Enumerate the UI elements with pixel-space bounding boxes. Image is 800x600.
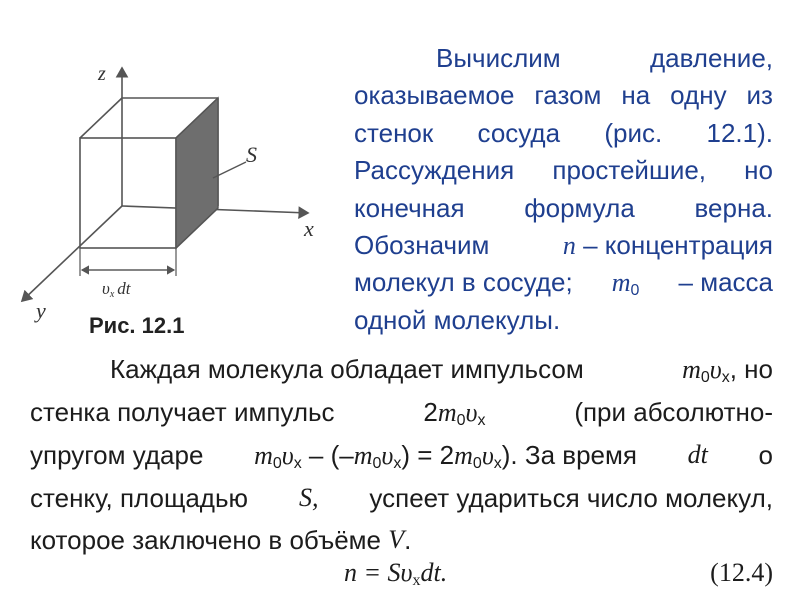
equation-row — [30, 558, 773, 598]
subscript: 0 — [630, 282, 640, 300]
width-label: υx dt — [102, 279, 131, 300]
text: (при абсолютно- — [574, 397, 773, 427]
s-symbol: S, — [298, 483, 319, 512]
body-line-4 — [30, 477, 773, 519]
word: формула — [524, 192, 635, 223]
surface-s-label: S — [246, 142, 257, 167]
axis-y-label: y — [36, 298, 46, 323]
word: на — [621, 80, 651, 111]
word: одну — [670, 80, 727, 111]
para-line-1 — [354, 40, 773, 77]
word: давление, — [649, 43, 773, 73]
text: о — [758, 440, 773, 470]
text: которое заключено в объёме — [30, 525, 381, 555]
body-line-5 — [30, 519, 773, 561]
axis-x-label: x — [304, 216, 314, 241]
axis-z-label: z — [98, 63, 106, 85]
text: – концентрация — [583, 230, 773, 261]
word: стенок — [354, 117, 434, 148]
word: оказываемое — [354, 80, 515, 111]
word: верна. — [694, 192, 773, 223]
para-line-3 — [354, 115, 773, 152]
word: конечная — [354, 192, 465, 223]
figure-12-1 — [8, 58, 338, 338]
text: молекул в сосуде; — [354, 267, 573, 298]
word: Обозначим — [354, 230, 490, 261]
body-line-3: упругом ударе $m_0\upsilon_x - (-m_0\upsilon_x) = 2m_0\upsilon_x$). За время dt о — [30, 434, 773, 477]
para-line-4 — [354, 152, 773, 189]
equation-number: (12.4) — [710, 558, 773, 587]
main-paragraph — [30, 348, 773, 561]
text: одной молекулы. — [354, 304, 561, 335]
n-symbol: n — [562, 231, 576, 261]
text: . — [404, 525, 412, 555]
intro-paragraph — [354, 40, 773, 339]
text: упругом ударе — [30, 440, 204, 470]
word: простейшие, — [552, 155, 707, 186]
para-line-6 — [354, 227, 773, 264]
word: но — [744, 155, 773, 186]
text: успеет удариться число молекул, — [369, 483, 773, 513]
m0-symbol: m — [611, 268, 631, 298]
word: газом — [534, 80, 602, 111]
text: стенка получает импульс — [30, 397, 335, 427]
text: Каждая молекула обладает импульсом — [110, 354, 584, 384]
para-line-2 — [354, 77, 773, 114]
word: Рассуждения — [354, 155, 515, 186]
dt-symbol: dt — [687, 440, 708, 469]
para-line-7 — [354, 264, 773, 301]
word: Вычислим — [436, 43, 561, 73]
word: (рис. — [604, 117, 663, 148]
para-line-5 — [354, 190, 773, 227]
word: из — [746, 80, 773, 111]
word: сосуда — [477, 117, 561, 148]
body-line-1: Каждая молекула обладает импульсом $m_0\upsilon_x$, но — [30, 348, 773, 391]
body-line-2: стенка получает импульс $2m_0\upsilon_x$ (при абсолютно- — [30, 391, 773, 434]
word: 12.1). — [706, 117, 773, 148]
equation: $n = S\upsilon_xdt$. — [344, 558, 448, 589]
text: стенку, площадью — [30, 483, 249, 513]
text: – масса — [678, 267, 773, 298]
shaded-wall-s — [176, 98, 218, 248]
para-line-8 — [354, 302, 773, 339]
v-symbol: V — [388, 525, 405, 554]
figure-caption: Рис. 12.1 — [89, 313, 185, 338]
